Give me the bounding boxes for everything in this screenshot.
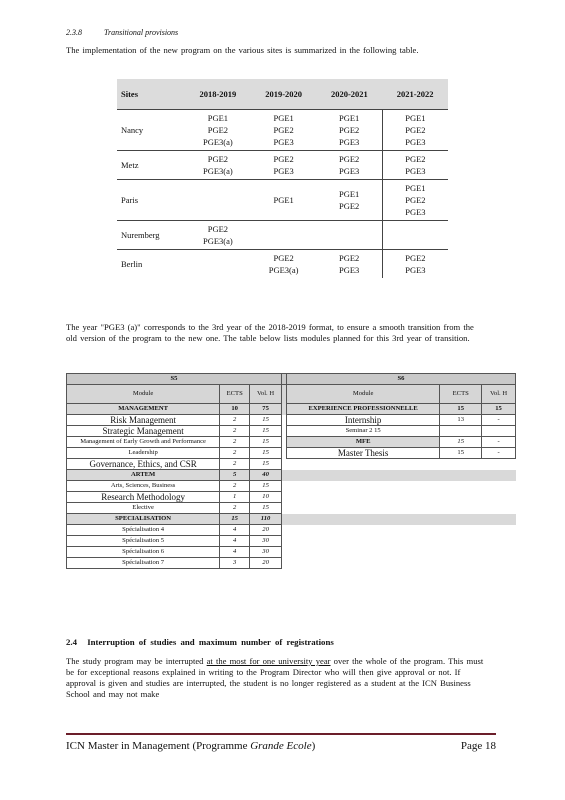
s5-group-ects: 15 <box>220 514 250 525</box>
module-row <box>67 525 516 536</box>
s6-empty-cell <box>287 492 440 503</box>
s5-module-ects: 4 <box>220 536 250 547</box>
module-row <box>67 404 516 415</box>
s5-module-ects: 2 <box>220 481 250 492</box>
s5-module-vol: 20 <box>250 558 282 569</box>
s6-empty-cell <box>482 492 516 503</box>
site-year-cell: PGE1 <box>251 180 317 221</box>
s5-col-vol: Vol. H <box>250 385 282 404</box>
sites-row <box>117 221 448 250</box>
s6-module-ects: 15 <box>440 448 482 459</box>
s5-module-ects: 2 <box>220 437 250 448</box>
s5-group-name: ARTEM <box>67 470 220 481</box>
s5-module-vol: 10 <box>250 492 282 503</box>
module-row <box>67 558 516 569</box>
site-year-cell <box>382 221 448 250</box>
site-year-cell: PGE1 PGE2 PGE3(a) <box>185 110 251 151</box>
s6-empty-cell <box>482 470 516 481</box>
s6-col-module: Module <box>287 385 440 404</box>
footer-title-end: ) <box>311 740 316 752</box>
s5-module-ects: 1 <box>220 492 250 503</box>
module-row <box>67 536 516 547</box>
s6-empty-cell <box>440 503 482 514</box>
sites-table-body <box>117 110 448 279</box>
site-year-cell <box>251 221 317 250</box>
module-row <box>67 492 516 503</box>
module-row <box>67 459 516 470</box>
site-year-cell: PGE2 PGE3 <box>251 151 317 180</box>
sites-header-cell: 2020-2021 <box>317 79 383 110</box>
s5-module-vol: 15 <box>250 448 282 459</box>
footer-rule <box>66 733 496 735</box>
s5-module-vol: 15 <box>250 415 282 426</box>
s6-empty-cell <box>482 459 516 470</box>
page-number: Page 18 <box>460 740 496 752</box>
s5-module-name: Risk Management <box>67 415 220 426</box>
transition-paragraph: The year "PGE3 (a)" corresponds to the 3rd year of the 2018-2019 format, to ensure a smooth transition from the old version of the program to the new one. The table below lists modules planned for this 3rd year of transition. <box>66 322 474 343</box>
intro-paragraph: The implementation of the new program on the various sites is summarized in the following table. <box>66 45 419 55</box>
s5-group-name: MANAGEMENT <box>67 404 220 415</box>
s5-group-vol: 110 <box>250 514 282 525</box>
s5-module-vol: 15 <box>250 437 282 448</box>
site-year-cell: PGE2 PGE3 <box>382 151 448 180</box>
site-year-cell: PGE1 PGE2 PGE3 <box>382 180 448 221</box>
sites-row <box>117 180 448 221</box>
s6-empty-cell <box>482 514 516 525</box>
section-title: Transitional provisions <box>104 28 179 37</box>
module-row <box>67 415 516 426</box>
s5-module-vol: 15 <box>250 426 282 437</box>
s6-module-name: Seminar 2 15 <box>287 426 440 437</box>
module-row <box>67 503 516 514</box>
s6-group-ects: 15 <box>440 404 482 415</box>
s6-empty-cell <box>440 492 482 503</box>
s6-col-vol: Vol. H <box>482 385 516 404</box>
s5-module-vol: 20 <box>250 525 282 536</box>
section-2-4-title: Interruption of studies and maximum number of registrations <box>87 637 334 647</box>
interruption-text-b: over the whole of the program. This must be for exceptional reasons explained in writing to the Program Director who will then give approval or not. If approval is given and studies are interrupted, the student is no longer registered as a student at the ICN Business School and may not make <box>66 656 484 699</box>
site-year-cell <box>317 221 383 250</box>
s6-empty-cell <box>287 514 440 525</box>
s5-module-vol: 15 <box>250 481 282 492</box>
s5-module-vol: 30 <box>250 547 282 558</box>
module-row <box>67 448 516 459</box>
s6-empty-cell <box>440 514 482 525</box>
s5-module-name: Research Methodology <box>67 492 220 503</box>
s5-group-vol: 40 <box>250 470 282 481</box>
s6-empty-cell <box>287 536 440 547</box>
site-name: Berlin <box>121 259 143 269</box>
s6-empty-cell <box>440 459 482 470</box>
module-row <box>67 547 516 558</box>
s5-module-name: Strategic Management <box>67 426 220 437</box>
s6-empty-cell <box>287 459 440 470</box>
s5-module-ects: 4 <box>220 547 250 558</box>
module-row <box>67 437 516 448</box>
sites-header-cell: Sites <box>117 79 185 110</box>
s5-module-name: Spécialisation 7 <box>67 558 220 569</box>
module-row <box>67 470 516 481</box>
s6-empty-cell <box>482 481 516 492</box>
site-year-cell: PGE2 PGE3 <box>317 151 383 180</box>
s6-empty-cell <box>287 547 440 558</box>
s6-module-name: Master Thesis <box>287 448 440 459</box>
s6-empty-cell <box>440 525 482 536</box>
s5-group-ects: 5 <box>220 470 250 481</box>
s6-empty-cell <box>440 547 482 558</box>
section-heading <box>66 28 178 37</box>
s5-module-vol: 30 <box>250 536 282 547</box>
s5-module-name: Spécialisation 4 <box>67 525 220 536</box>
s6-empty-cell <box>287 470 440 481</box>
s6-empty-cell <box>482 503 516 514</box>
s5-col-ects: ECTS <box>220 385 250 404</box>
s6-module-vol: - <box>482 415 516 426</box>
s6-empty-cell <box>287 481 440 492</box>
s5-module-name: Leadership <box>67 448 220 459</box>
s6-module-ects: 13 <box>440 415 482 426</box>
site-year-cell: PGE1 PGE2 PGE3 <box>382 110 448 151</box>
modules-table-body <box>67 404 516 569</box>
s6-group-vol: 15 <box>482 404 516 415</box>
section-number: 2.3.8 <box>66 28 82 37</box>
page-footer <box>66 740 496 752</box>
s6-band: S6 <box>287 374 516 385</box>
s5-module-vol: 15 <box>250 459 282 470</box>
site-year-cell <box>185 180 251 221</box>
s5-group-name: SPECIALISATION <box>67 514 220 525</box>
s5-module-name: Elective <box>67 503 220 514</box>
s5-module-ects: 2 <box>220 503 250 514</box>
s6-module-vol <box>482 426 516 437</box>
site-name: Nuremberg <box>117 221 185 250</box>
s6-empty-cell <box>440 536 482 547</box>
s5-group-ects: 10 <box>220 404 250 415</box>
s5-module-ects: 3 <box>220 558 250 569</box>
modules-table <box>66 373 516 569</box>
site-year-cell: PGE1 PGE2 PGE3 <box>251 110 317 151</box>
interruption-text-a: The study program may be interrupted <box>66 656 207 666</box>
site-year-cell: PGE1 PGE2 PGE3 <box>317 110 383 151</box>
s5-module-ects: 2 <box>220 415 250 426</box>
sites-header-cell: 2021-2022 <box>382 79 448 110</box>
sites-row <box>117 110 448 151</box>
s6-module-vol: - <box>482 448 516 459</box>
module-row <box>67 514 516 525</box>
site-year-cell: PGE2 PGE3(a) <box>268 253 299 275</box>
s5-band: S5 <box>67 374 282 385</box>
s5-module-ects: 2 <box>220 426 250 437</box>
sites-table-header <box>117 79 448 110</box>
module-row <box>67 481 516 492</box>
s6-empty-cell <box>287 558 440 569</box>
sites-header-cell: 2019-2020 <box>251 79 317 110</box>
footer-title: ICN Master in Management (Programme <box>66 740 251 752</box>
interruption-text-underlined: at the most for one university year <box>206 656 331 666</box>
s5-module-name: Arts, Sciences, Business <box>67 481 220 492</box>
s6-empty-cell <box>482 525 516 536</box>
site-name: Nancy <box>117 110 185 151</box>
section-2-4-heading <box>66 637 334 647</box>
s6-group-name: EXPERIENCE PROFESSIONNELLE <box>287 404 440 415</box>
s5-col-module: Module <box>67 385 220 404</box>
site-name: Paris <box>117 180 185 221</box>
s6-empty-cell <box>482 536 516 547</box>
footer-title-italic: Grande Ecole <box>250 740 312 752</box>
s6-empty-cell <box>440 558 482 569</box>
s5-module-ects: 4 <box>220 525 250 536</box>
s5-module-ects: 2 <box>220 459 250 470</box>
site-year-cell: PGE2 PGE3 <box>317 250 383 279</box>
s5-module-name: Spécialisation 6 <box>67 547 220 558</box>
s6-module-name: Internship <box>287 415 440 426</box>
sites-row <box>117 151 448 180</box>
s6-empty-cell <box>287 503 440 514</box>
s6-empty-cell <box>440 481 482 492</box>
s5-module-ects: 2 <box>220 448 250 459</box>
s6-group-vol: - <box>482 437 516 448</box>
s5-module-name: Management of Early Growth and Performance <box>67 437 220 448</box>
section-2-4-number: 2.4 <box>66 637 77 647</box>
module-row <box>67 426 516 437</box>
site-year-cell: PGE1 PGE2 <box>317 180 383 221</box>
s6-empty-cell <box>440 470 482 481</box>
s6-group-ects: 15 <box>440 437 482 448</box>
s6-module-ects <box>440 426 482 437</box>
s5-module-vol: 15 <box>250 503 282 514</box>
s6-col-ects: ECTS <box>440 385 482 404</box>
s5-module-name: Governance, Ethics, and CSR <box>67 459 220 470</box>
site-year-cell: PGE2 PGE3 <box>405 253 426 275</box>
site-year-cell <box>185 250 251 279</box>
s6-empty-cell <box>287 525 440 536</box>
s5-module-name: Spécialisation 5 <box>67 536 220 547</box>
s5-group-vol: 75 <box>250 404 282 415</box>
s6-empty-cell <box>482 547 516 558</box>
site-year-cell: PGE2 PGE3(a) <box>185 151 251 180</box>
sites-table <box>117 79 448 278</box>
s6-group-name: MFE <box>287 437 440 448</box>
site-year-cell: PGE2 PGE3(a) <box>185 221 251 250</box>
site-name: Metz <box>117 151 185 180</box>
sites-row <box>117 250 448 279</box>
interruption-paragraph <box>66 656 490 700</box>
sites-header-cell: 2018-2019 <box>185 79 251 110</box>
s6-empty-cell <box>482 558 516 569</box>
